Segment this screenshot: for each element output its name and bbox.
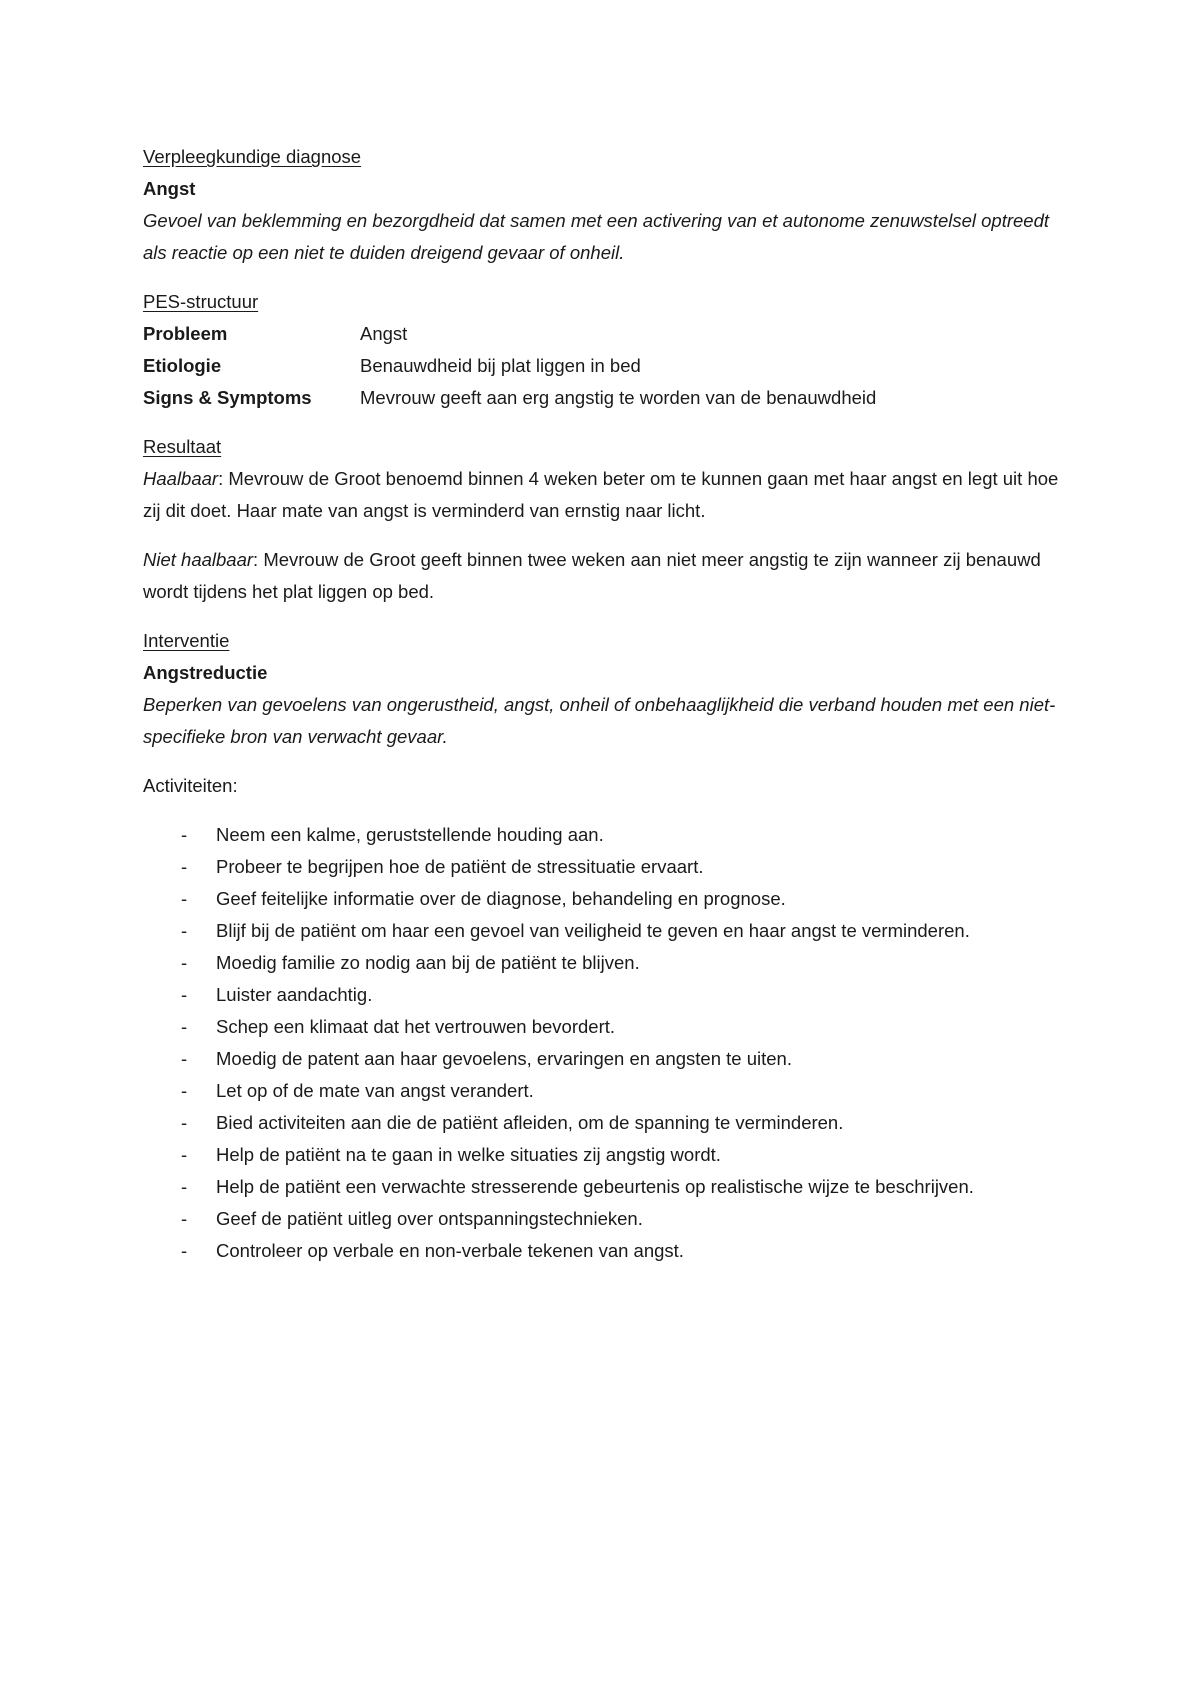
activity-text: Help de patiënt na te gaan in welke situaties zij angstig wordt. [216, 1144, 721, 1165]
list-item [143, 1107, 1073, 1139]
activity-text: Geef de patiënt uitleg over ontspanningstechnieken. [216, 1208, 643, 1229]
activity-text: Controleer op verbale en non-verbale tekenen van angst. [216, 1240, 684, 1261]
activity-text: Neem een kalme, geruststellende houding aan. [216, 824, 604, 845]
dash-bullet: - [181, 1144, 188, 1165]
result-achievable [143, 463, 1073, 527]
pes-row-signs-symptoms [143, 382, 1073, 414]
list-item [143, 1203, 1073, 1235]
activities-list [143, 819, 1073, 1267]
document-page [143, 141, 1073, 1267]
list-item [143, 851, 1073, 883]
pes-label: Etiologie [143, 355, 222, 376]
result-heading: Resultaat [143, 436, 222, 457]
activity-text: Moedig familie zo nodig aan bij de patiënt te blijven. [216, 952, 640, 973]
activity-text: Schep een klimaat dat het vertrouwen bevordert. [216, 1016, 616, 1037]
diagnosis-definition: Gevoel van beklemming en bezorgdheid dat samen met een activering van et autonome zenuwstelsel optreedt als reactie op een niet te duiden dreigend gevaar of onheil. [143, 210, 1050, 263]
not-achievable-text: : Mevrouw de Groot geeft binnen twee weken aan niet meer angstig te zijn wanneer zij benauwd wordt tijdens het plat liggen op bed. [143, 549, 1041, 602]
list-item [143, 915, 1073, 947]
achievable-label: Haalbaar [143, 468, 219, 489]
list-item [143, 1011, 1073, 1043]
list-item [143, 883, 1073, 915]
activity-text: Moedig de patent aan haar gevoelens, ervaringen en angsten te uiten. [216, 1048, 792, 1069]
dash-bullet: - [181, 824, 188, 845]
dash-bullet: - [181, 1048, 188, 1069]
dash-bullet: - [181, 1208, 188, 1229]
dash-bullet: - [181, 1176, 188, 1197]
diagnosis-heading: Verpleegkundige diagnose [143, 146, 362, 167]
result-not-achievable [143, 544, 1073, 608]
list-item [143, 979, 1073, 1011]
spacer [143, 608, 1073, 625]
spacer [143, 802, 1073, 819]
activities-label: Activiteiten: [143, 775, 238, 796]
spacer [143, 753, 1073, 770]
dash-bullet: - [181, 888, 188, 909]
activity-text: Blijf bij de patiënt om haar een gevoel van veiligheid te geven en haar angst te verminderen. [216, 920, 970, 941]
activity-text: Geef feitelijke informatie over de diagnose, behandeling en prognose. [216, 888, 786, 909]
activity-text: Help de patiënt een verwachte stresserende gebeurtenis op realistische wijze te beschrijven. [216, 1176, 974, 1197]
dash-bullet: - [181, 1112, 188, 1133]
list-item [143, 1139, 1073, 1171]
spacer [143, 414, 1073, 431]
pes-row-probleem [143, 318, 1073, 350]
list-item [143, 947, 1073, 979]
intervention-heading: Interventie [143, 630, 230, 651]
diagnosis-title: Angst [143, 178, 196, 199]
dash-bullet: - [181, 856, 188, 877]
activity-text: Probeer te begrijpen hoe de patiënt de stressituatie ervaart. [216, 856, 704, 877]
dash-bullet: - [181, 984, 188, 1005]
pes-label: Signs & Symptoms [143, 387, 312, 408]
intervention-title: Angstreductie [143, 662, 268, 683]
pes-value: Mevrouw geeft aan erg angstig te worden van de benauwdheid [360, 387, 877, 408]
pes-heading: PES-structuur [143, 291, 259, 312]
pes-value: Benauwdheid bij plat liggen in bed [360, 355, 641, 376]
dash-bullet: - [181, 952, 188, 973]
achievable-text: : Mevrouw de Groot benoemd binnen 4 weken beter om te kunnen gaan met haar angst en legt uit hoe zij dit doet. Haar mate van angst is verminderd van ernstig naar licht. [143, 468, 1059, 521]
pes-table [143, 318, 1073, 414]
dash-bullet: - [181, 1080, 188, 1101]
pes-row-etiologie [143, 350, 1073, 382]
intervention-definition: Beperken van gevoelens van ongerustheid, angst, onheil of onbehaaglijkheid die verband houden met een niet-specifieke bron van verwacht gevaar. [143, 694, 1056, 747]
activity-text: Bied activiteiten aan die de patiënt afleiden, om de spanning te verminderen. [216, 1112, 844, 1133]
not-achievable-label: Niet haalbaar [143, 549, 254, 570]
pes-label: Probleem [143, 323, 228, 344]
list-item [143, 819, 1073, 851]
dash-bullet: - [181, 1240, 188, 1261]
activity-text: Let op of de mate van angst verandert. [216, 1080, 534, 1101]
spacer [143, 527, 1073, 544]
list-item [143, 1043, 1073, 1075]
pes-value: Angst [360, 323, 408, 344]
dash-bullet: - [181, 920, 188, 941]
list-item [143, 1075, 1073, 1107]
list-item [143, 1171, 1073, 1203]
spacer [143, 269, 1073, 286]
activity-text: Luister aandachtig. [216, 984, 373, 1005]
list-item [143, 1235, 1073, 1267]
dash-bullet: - [181, 1016, 188, 1037]
